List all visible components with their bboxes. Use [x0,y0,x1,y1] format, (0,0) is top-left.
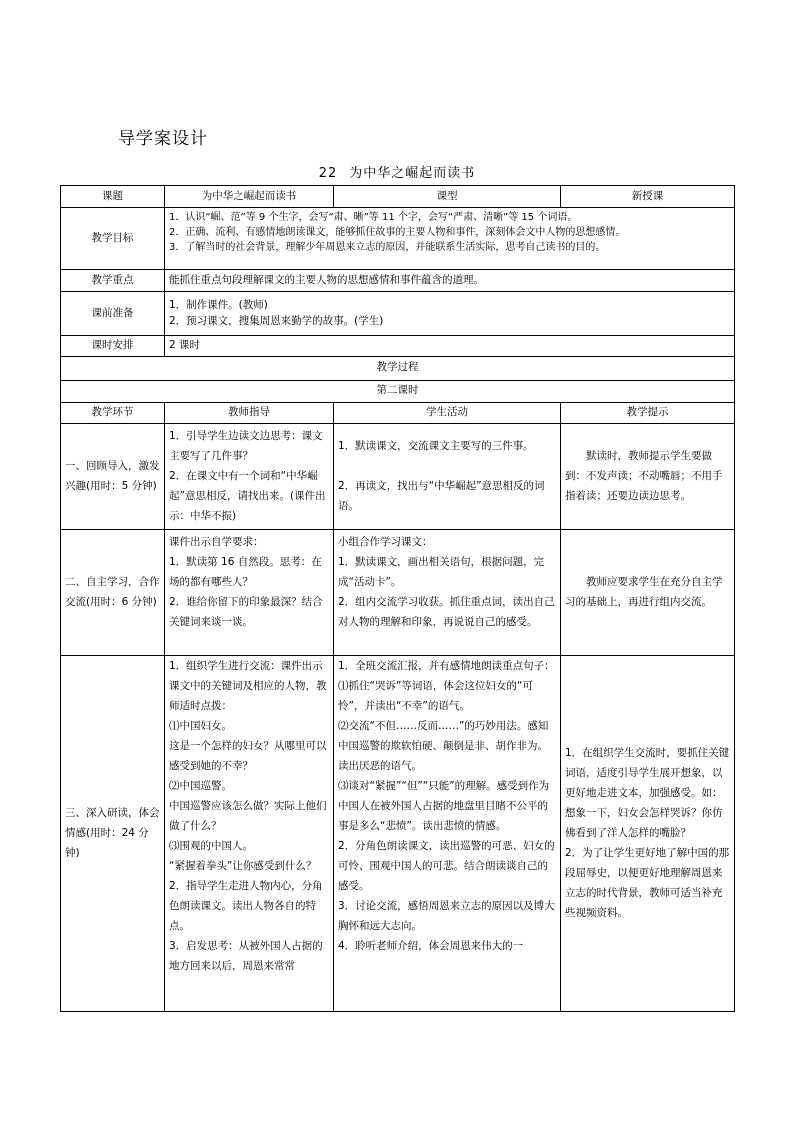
table-row [61,270,735,292]
column-header: 教师指导 [165,402,334,423]
stage-name: 三、深入研读，体会情感(用时：24 分钟) [61,655,165,1011]
student-activity-cell [334,655,561,1011]
process-title: 教学过程 [61,356,735,380]
prep-cell [165,292,735,336]
column-header: 教学环节 [61,402,165,423]
schedule-value: 2 课时 [165,336,735,357]
table-row [61,529,735,655]
goal-item: 2．正确、流利、有感情地朗读课文，能够抓住故事的主要人物和事件，深刻体会文中人物的思想感情。 [169,227,626,238]
teacher-guidance: 课件出示自学要求： 1．默读第 16 自然段。思考：在场的都有哪些人？ 2．谁给你留下的印象最深？结合关键词来谈一谈。 [165,529,334,655]
table-header-row [61,402,735,423]
lesson-name: 为中华之崛起而读书 [349,166,476,181]
focus-value: 能抓住重点句段理解课文的主要人物的思想感情和事件蕴含的道理。 [165,270,735,292]
topic-value: 为中华之崛起而读书 [165,186,334,208]
prep-label: 课前准备 [61,292,165,336]
type-value: 新授课 [561,186,735,208]
table-row [61,380,735,402]
table-row [61,336,735,357]
table-row [61,292,735,336]
table-row [61,186,735,208]
table-row [61,208,735,270]
lesson-number: 22 [318,166,338,181]
focus-label: 教学重点 [61,270,165,292]
schedule-label: 课时安排 [61,336,165,357]
table-row [61,356,735,380]
student-activity: 小组合作学习课文： 1．默读课文，画出相关语句，根据问题，完成“活动卡”。 2．组内交流学习收获。抓住重点词，读出自己对人物的理解和印象，再说说自己的感受。 [334,529,561,655]
goals-cell [165,208,735,270]
goal-item: 3．了解当时的社会背景，理解少年周恩来立志的原因，并能联系生活实际，思考自己读书的目的。 [169,242,606,253]
prep-item: 1．制作课件。(教师) [169,298,268,311]
student-activity: 1．默读课文，交流课文主要写的三件事。 2．再读文，找出与“中华崛起”意思相反的词语。 [334,423,561,529]
student-activity: 1．全班交流汇报，并有感情地朗读重点句子： ⑴抓住“哭诉”等词语，体会这位妇女的“可怜”，并读出“不幸”的语气。 ⑵交流“不但……反而……”的巧妙用法。感知中国巡警的欺软怕硬、颠倒是非、胡作非为。读出厌恶的语气。 ⑶谈对“紧握”“但”“只能”的理解。感受到作为中国人在被外国人占据的地盘里目睹不公平的事是多么“悲愤”。读出悲愤的情感。 2．分角色朗读课文，读出巡警的可恶、妇女的可怜、围观中国人的可悲。结合朗读谈自己的感受。 3．讨论交流，感悟周恩来立志的原因以及博大胸怀和远大志向。 4．聆听老师介绍，体会周恩来伟大的一 [338,659,555,952]
goal-item: 1．认识“崛、范”等 9 个生字，会写“肃、晰”等 11 个字，会写“严肃、清晰”等 15 个词语。 [169,212,578,223]
teaching-tip: 1．在组织学生交流时，要抓住关键词语，适度引导学生展开想象，以更好地走进文本，加强感受。如：想象一下，妇女会怎样哭诉？你仿佛看到了洋人怎样的嘴脸？ 2．为了让学生更好地了解中国的那段屈辱史，以便更好地理解周恩来立志的时代背景，教师可适当补充些视频资料。 [561,655,735,1011]
column-header: 学生活动 [334,402,561,423]
teacher-guidance: 1．组织学生进行交流：课件出示课文中的关键词及相应的人物，教师适时点拨： ⑴中国妇女。 这是一个怎样的妇女？从哪里可以感受到她的不幸？ ⑵中国巡警。 中国巡警应该怎么做？实际上他们做了什么？ ⑶围观的中国人。 “紧握着拳头”让你感受到什么？ 2．指导学生走进人物内心，分角色朗读课文。读出人物各自的特点。 3．启发思考：从被外国人占据的地方回来以后，周恩来常常 [169,659,327,972]
page-heading: 导学案设计 [118,129,208,149]
session-title: 第二课时 [61,380,735,402]
type-label: 课型 [334,186,561,208]
stage-name: 二、自主学习，合作交流(用时：6 分钟) [61,529,165,655]
teacher-guidance-cell [165,655,334,1011]
table-row [61,655,735,1011]
teaching-tip: 默读时，教师提示学生要做到：不发声读；不动嘴唇；不用手指着读；还要边读边思考。 [561,423,735,529]
lesson-title [0,162,794,181]
lesson-plan-table [60,185,735,1012]
stage-name: 一、回顾导入，激发兴趣(用时：5 分钟) [61,423,165,529]
teaching-tip: 教师应要求学生在充分自主学习的基础上，再进行组内交流。 [561,529,735,655]
topic-label: 课题 [61,186,165,208]
table-row [61,423,735,529]
teacher-guidance: 1．引导学生边读文边思考：课文主要写了几件事？ 2．在课文中有一个词和“中华崛起”意思相反，请找出来。(课件出示：中华不振) [165,423,334,529]
prep-item: 2．预习课文，搜集周恩来勤学的故事。(学生) [169,314,384,327]
goals-label: 教学目标 [61,208,165,270]
column-header: 教学提示 [561,402,735,423]
